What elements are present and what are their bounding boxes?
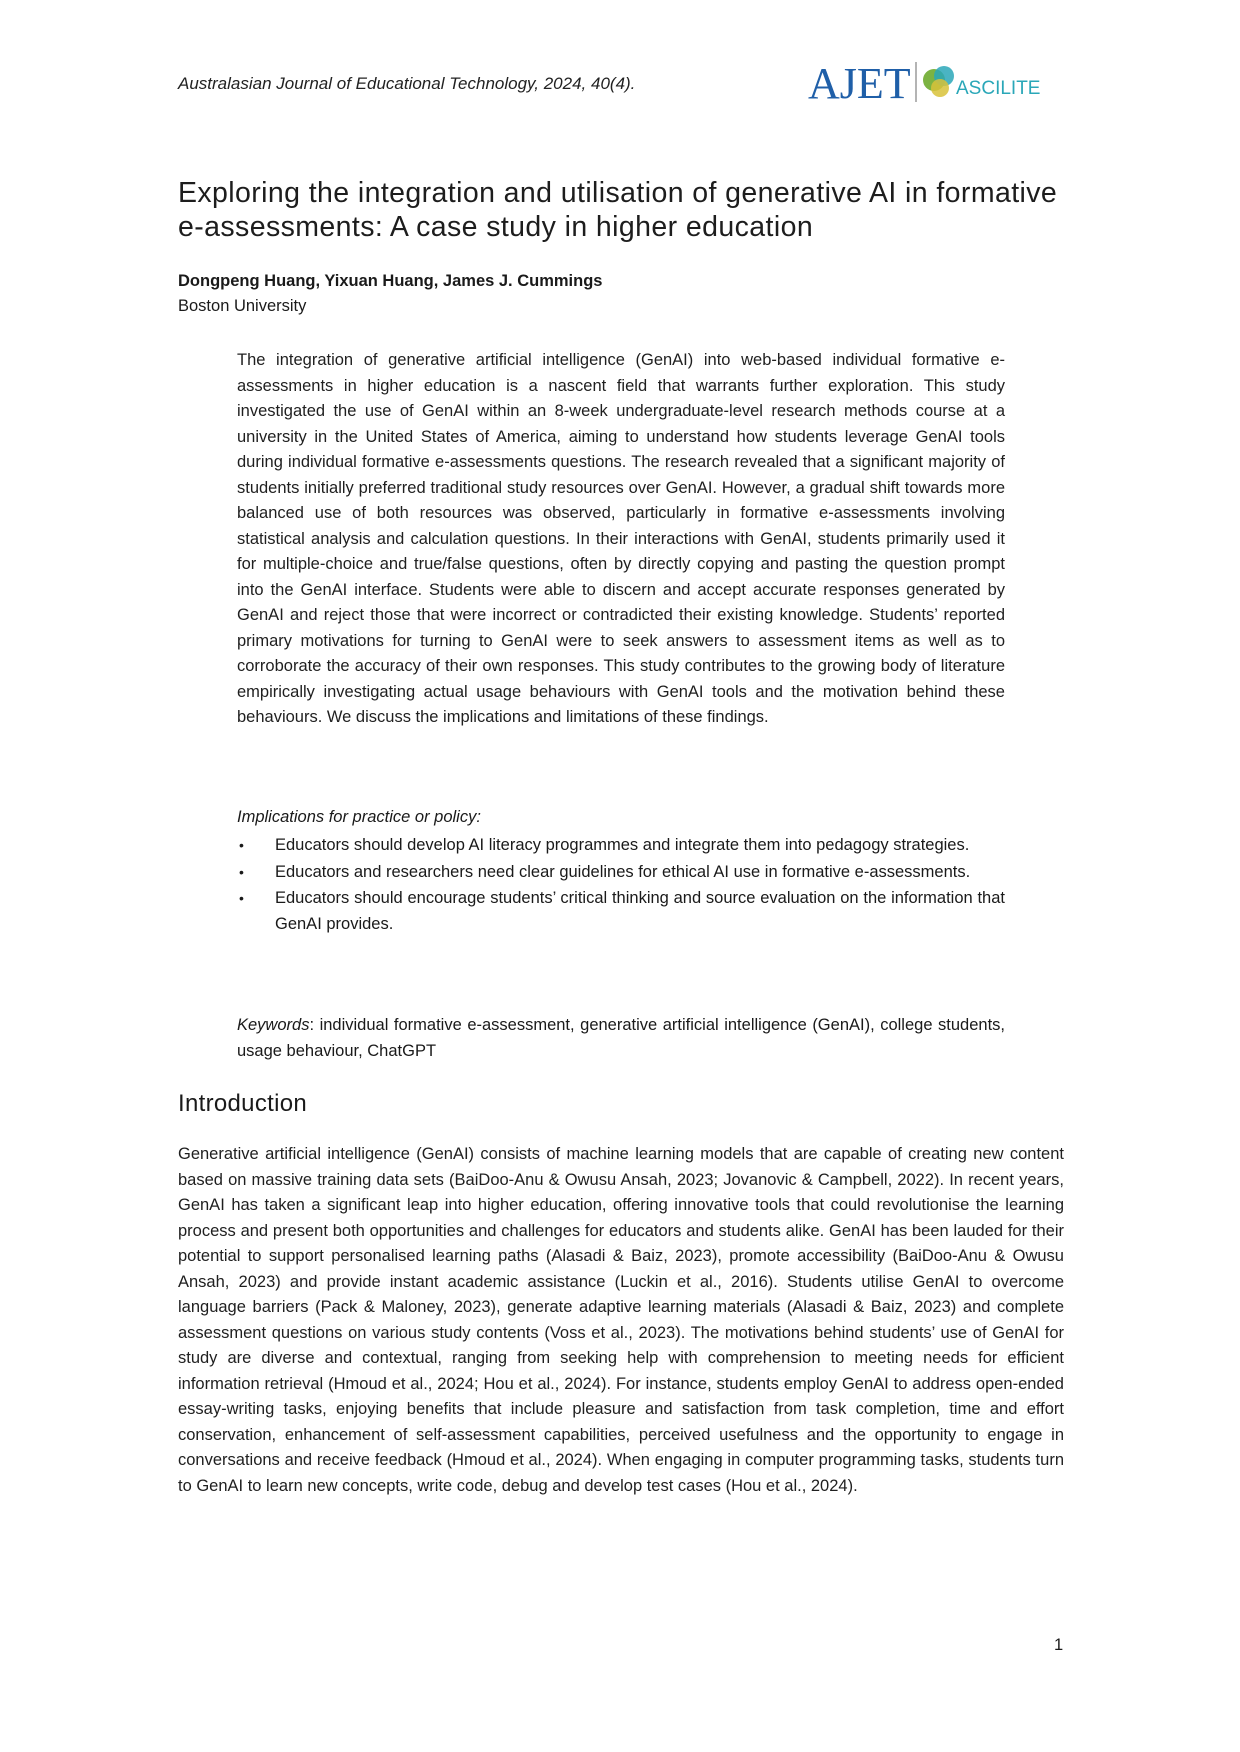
implications-list [237,833,1005,938]
bullet-icon: • [239,890,244,906]
keywords-label: Keywords [237,1016,310,1034]
abstract: The integration of generative artificial intelligence (GenAI) into web-based individual formative e-assessments in higher education is a nascent field that warrants further exploration. This study investigated the use of GenAI within an 8-week undergraduate-level research methods course at a university in the United States of America, aiming to understand how students leverage GenAI tools during individual formative e-assessments questions. The research revealed that a significant majority of students initially preferred traditional study resources over GenAI. However, a gradual shift towards more balanced use of both resources was observed, particularly in formative e-assessments involving statistical analysis and calculation questions. In their interactions with GenAI, students primarily used it for multiple-choice and true/false questions, often by directly copying and pasting the question prompt into the GenAI interface. Students were able to discern and accept accurate responses generated by GenAI and reject those that were incorrect or contradicted their existing knowledge. Students’ reported primary motivations for turning to GenAI were to seek answers to assessment items as well as to corroborate the accuracy of their own responses. This study contributes to the growing body of literature empirically investigating actual usage behaviours with GenAI tools and the motivation behind these behaviours. We discuss the implications and limitations of these findings. [237,351,1005,726]
implication-item [237,886,1005,937]
article-title: Exploring the integration and utilisation of generative AI in formative e-assessments: A case study in higher education [178,177,1058,243]
author-affiliation: Boston University [178,297,307,315]
implications-heading: Implications for practice or policy: [237,808,481,826]
journal-citation: Australasian Journal of Educational Technology, 2024, 40(4). [178,74,636,93]
article-authors: Dongpeng Huang, Yixuan Huang, James J. Cummings [178,272,603,290]
implication-text: Educators should encourage students’ critical thinking and source evaluation on the information that GenAI provides. [275,889,1005,933]
keywords [237,1013,1005,1064]
bullet-icon: • [239,863,244,880]
implication-text: Educators should develop AI literacy programmes and integrate them into pedagogy strategies. [275,836,970,854]
introduction-paragraph: Generative artificial intelligence (GenAI) consists of machine learning models that are capable of creating new content based on massive training data sets (BaiDoo-Anu & Owusu Ansah, 2023; Jovanovic & Campbell, 2022). In recent years, GenAI has taken a significant leap into higher education, offering innovative tools that could revolutionise the learning process and present both opportunities and challenges for educators and students alike. GenAI has been lauded for their potential to support personalised learning paths (Alasadi & Baiz, 2023), promote accessibility (BaiDoo-Anu & Owusu Ansah, 2023) and provide instant academic assistance (Luckin et al., 2016). Students utilise GenAI to overcome language barriers (Pack & Maloney, 2023), generate adaptive learning materials (Alasadi & Baiz, 2023) and complete assessment questions on various study contents (Voss et al., 2023). The motivations behind students’ use of GenAI for study are diverse and contextual, ranging from seeking help with comprehension to meeting needs for efficient information retrieval (Hmoud et al., 2024; Hou et al., 2024). For instance, students employ GenAI to address open-ended essay-writing tasks, enjoying benefits that include pleasure and satisfaction from task completion, time and effort conservation, enhancement of self-assessment capabilities, perceived usefulness and the opportunity to engage in conversations and receive feedback (Hmoud et al., 2024). When engaging in computer programming tasks, students turn to GenAI to learn new concepts, write code, debug and develop test cases (Hou et al., 2024). [178,1145,1064,1495]
bullet-icon: • [239,837,244,853]
implication-item [237,833,1005,859]
implication-text: Educators and researchers need clear guidelines for ethical AI use in formative e-assessments. [275,862,971,881]
ajet-logo-text: AJET [808,59,911,108]
ascilite-logo-text: ASCILITE [956,78,1041,99]
keywords-text: : individual formative e-assessment, generative artificial intelligence (GenAI), college students, usage behaviour, ChatGPT [237,1016,1005,1060]
implication-item [237,860,1005,886]
page-number: 1 [1054,1636,1064,1654]
ajet-ascilite-logo [806,56,1056,108]
section-heading-introduction: Introduction [178,1090,308,1117]
ascilite-emblem-icon [923,66,954,97]
